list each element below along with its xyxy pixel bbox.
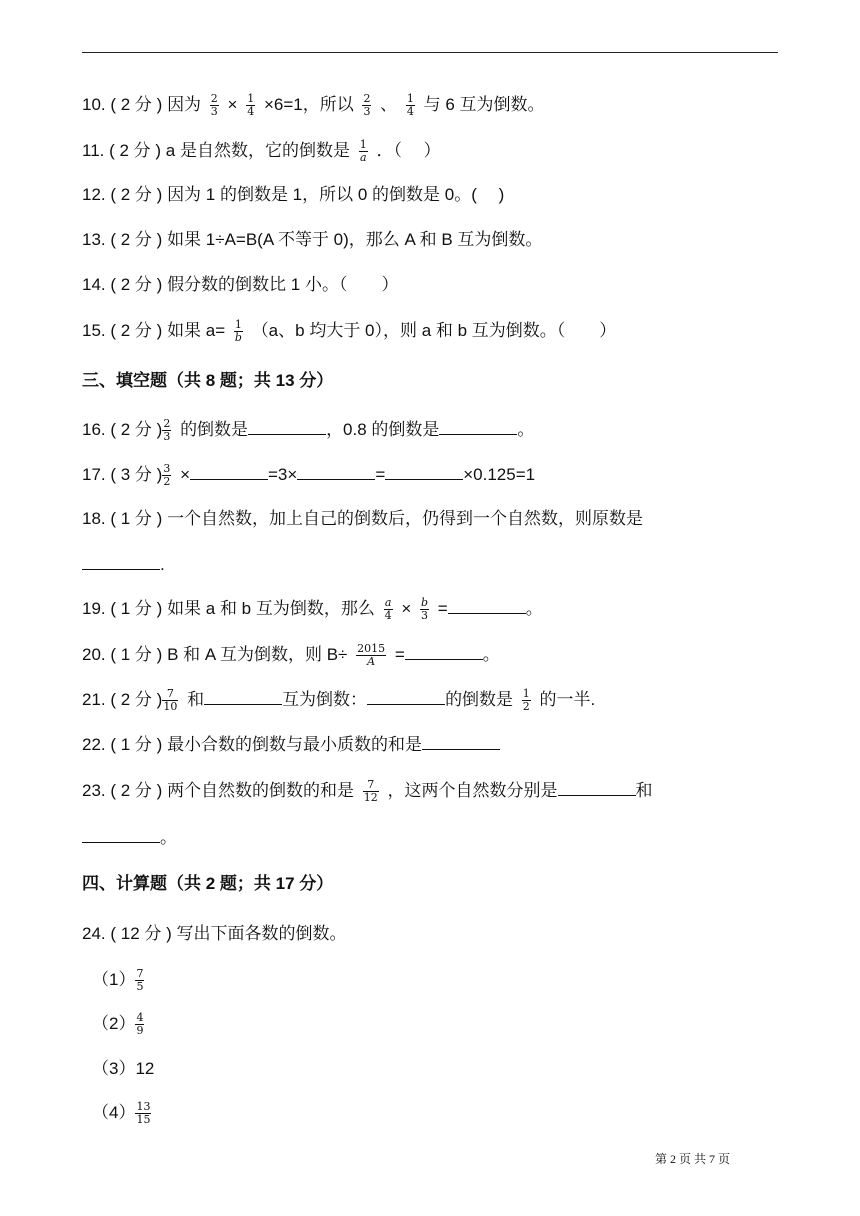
question-text: 最小合数的倒数与最小质数的和是 bbox=[167, 735, 423, 754]
fraction: $\frac{1}{a}$ bbox=[359, 138, 367, 164]
answer-blank[interactable] bbox=[82, 828, 160, 843]
question-23-continuation bbox=[82, 827, 177, 849]
question-23 bbox=[82, 779, 653, 804]
question-score: ( 2 分 ) bbox=[110, 780, 163, 800]
question-number: 19. bbox=[82, 598, 106, 618]
question-text: ，这两个自然数分别是 bbox=[387, 780, 558, 800]
fraction: $\frac{1}{2}$ bbox=[522, 687, 530, 713]
question-10 bbox=[82, 93, 545, 118]
question-text: 互为倒数： bbox=[282, 689, 368, 709]
question-text: 和 bbox=[187, 689, 205, 709]
question-number: 14. bbox=[82, 275, 106, 294]
question-text: × bbox=[180, 464, 190, 484]
fraction: $\frac{7}{10}$ bbox=[163, 687, 178, 713]
answer-blank[interactable] bbox=[439, 420, 517, 435]
question-number: 20. bbox=[82, 644, 106, 664]
question-15 bbox=[82, 319, 616, 344]
question-21 bbox=[82, 688, 595, 713]
question-score: ( 1 分 ) bbox=[110, 644, 163, 664]
question-text: 假分数的倒数比 1 小。（ ） bbox=[167, 275, 399, 294]
question-text: . bbox=[160, 555, 165, 574]
answer-blank[interactable] bbox=[448, 599, 526, 614]
answer-blank[interactable] bbox=[204, 690, 282, 705]
question-text: 如果 1÷A=B(A 不等于 0)，那么 A 和 B 互为倒数。 bbox=[167, 230, 543, 249]
question-number: 17. bbox=[82, 464, 106, 484]
question-text: （a、b 均大于 0），则 a 和 b 互为倒数。（ ） bbox=[251, 320, 617, 340]
question-19 bbox=[82, 597, 543, 622]
question-number: 13. bbox=[82, 230, 106, 249]
question-text: a 是自然数，它的倒数是 bbox=[165, 140, 350, 160]
question-text: ×6=1，所以 bbox=[263, 94, 354, 114]
fraction: $\frac{2}{3}$ bbox=[163, 417, 171, 443]
question-text: 两个自然数的倒数的和是 bbox=[167, 780, 355, 800]
question-score: ( 3 分 ) bbox=[110, 464, 163, 484]
question-text: 的一半. bbox=[539, 689, 596, 709]
question-24 bbox=[82, 923, 347, 945]
fraction: $\frac{1}{4}$ bbox=[406, 92, 414, 118]
question-text: ×0.125=1 bbox=[463, 464, 536, 484]
page-footer: 第 2 页 共 7 页 bbox=[655, 1152, 731, 1166]
fraction: $\frac{7}{12}$ bbox=[363, 778, 378, 804]
question-text: = bbox=[394, 644, 405, 664]
fraction: $\frac{1}{b}$ bbox=[234, 318, 242, 344]
answer-blank[interactable] bbox=[297, 465, 375, 480]
question-text: =3× bbox=[268, 464, 298, 484]
question-18-continuation bbox=[82, 554, 165, 576]
header-rule bbox=[82, 52, 778, 53]
question-text: ．（ ） bbox=[376, 140, 441, 160]
question-score: ( 2 分 ) bbox=[110, 230, 163, 249]
question-text: 的倒数是 bbox=[445, 689, 514, 709]
question-text: × bbox=[227, 94, 238, 114]
question-text: 、 bbox=[380, 94, 398, 114]
question-score: ( 1 分 ) bbox=[110, 735, 163, 754]
sub-question-1 bbox=[92, 968, 148, 993]
question-number: 24. bbox=[82, 924, 106, 943]
question-text: 因为 1 的倒数是 1，所以 0 的倒数是 0。( ) bbox=[167, 185, 505, 204]
question-text: 和 bbox=[635, 780, 653, 800]
sub-question-value: 12 bbox=[135, 1059, 155, 1078]
fraction: $\frac{7}{5}$ bbox=[136, 967, 144, 993]
question-number: 12. bbox=[82, 185, 106, 204]
sub-question-label: （2） bbox=[92, 1013, 136, 1033]
question-score: ( 2 分 ) bbox=[110, 275, 163, 294]
fraction: $\frac{a}{4}$ bbox=[384, 596, 392, 622]
question-text: 与 6 互为倒数。 bbox=[423, 94, 545, 114]
section-heading-fill-in: 三、填空题（共 8 题；共 13 分） bbox=[82, 371, 334, 390]
question-number: 15. bbox=[82, 320, 106, 340]
question-text: 因为 bbox=[167, 94, 202, 114]
question-score: ( 2 分 ) bbox=[110, 689, 163, 709]
question-number: 23. bbox=[82, 780, 106, 800]
question-text: 如果 a= bbox=[167, 320, 226, 340]
question-20 bbox=[82, 643, 500, 668]
answer-blank[interactable] bbox=[385, 465, 463, 480]
question-score: ( 2 分 ) bbox=[109, 140, 162, 160]
answer-blank[interactable] bbox=[190, 465, 268, 480]
answer-blank[interactable] bbox=[422, 735, 500, 750]
fraction: $\frac{2}{3}$ bbox=[210, 92, 218, 118]
question-17 bbox=[82, 463, 535, 488]
question-number: 21. bbox=[82, 689, 106, 709]
question-text: B 和 A 互为倒数，则 B÷ bbox=[167, 644, 348, 664]
fraction: $\frac{2015}{A}$ bbox=[357, 642, 386, 668]
section-heading-calculation: 四、计算题（共 2 题；共 17 分） bbox=[82, 874, 334, 893]
sub-question-3 bbox=[92, 1058, 154, 1080]
question-22 bbox=[82, 734, 500, 756]
question-number: 10. bbox=[82, 94, 106, 114]
fraction: $\frac{13}{15}$ bbox=[136, 1100, 151, 1126]
answer-blank[interactable] bbox=[405, 645, 483, 660]
question-11 bbox=[82, 139, 441, 164]
question-12 bbox=[82, 184, 504, 206]
question-text: 。 bbox=[482, 644, 500, 664]
question-number: 16. bbox=[82, 419, 106, 439]
question-text: = bbox=[375, 464, 386, 484]
sub-question-label: （4） bbox=[92, 1102, 136, 1122]
question-text: ，0.8 的倒数是 bbox=[326, 419, 440, 439]
answer-blank[interactable] bbox=[82, 555, 160, 570]
question-13 bbox=[82, 229, 542, 251]
answer-blank[interactable] bbox=[558, 781, 636, 796]
question-score: ( 2 分 ) bbox=[110, 94, 163, 114]
question-text: 。 bbox=[525, 598, 543, 618]
question-text: = bbox=[437, 598, 448, 618]
fraction: $\frac{1}{4}$ bbox=[247, 92, 255, 118]
question-text: 。 bbox=[160, 828, 177, 847]
sub-question-2 bbox=[92, 1012, 148, 1037]
fraction: $\frac{4}{9}$ bbox=[136, 1011, 144, 1037]
question-score: ( 2 分 ) bbox=[110, 419, 163, 439]
question-number: 22. bbox=[82, 735, 106, 754]
question-text: 。 bbox=[517, 419, 535, 439]
question-text: 一个自然数，加上自己的倒数后，仍得到一个自然数，则原数是 bbox=[167, 509, 644, 528]
fraction: $\frac{2}{3}$ bbox=[363, 92, 371, 118]
question-score: ( 2 分 ) bbox=[110, 320, 163, 340]
question-score: ( 1 分 ) bbox=[110, 509, 163, 528]
sub-question-4 bbox=[92, 1101, 155, 1126]
question-score: ( 2 分 ) bbox=[110, 185, 163, 204]
question-number: 11. bbox=[82, 140, 105, 160]
sub-question-label: （1） bbox=[92, 969, 136, 989]
question-score: ( 1 分 ) bbox=[110, 598, 163, 618]
sub-question-label: （3） bbox=[92, 1059, 136, 1078]
question-text: 如果 a 和 b 互为倒数，那么 bbox=[167, 598, 375, 618]
question-text: 写出下面各数的倒数。 bbox=[176, 924, 347, 943]
answer-blank[interactable] bbox=[367, 690, 445, 705]
question-18 bbox=[82, 508, 643, 530]
question-text: × bbox=[401, 598, 412, 618]
answer-blank[interactable] bbox=[248, 420, 326, 435]
question-16 bbox=[82, 418, 534, 443]
fraction: $\frac{3}{2}$ bbox=[163, 462, 171, 488]
question-14 bbox=[82, 274, 398, 296]
question-text: 的倒数是 bbox=[180, 419, 249, 439]
question-score: ( 12 分 ) bbox=[110, 924, 172, 943]
fraction: $\frac{b}{3}$ bbox=[421, 596, 429, 622]
question-number: 18. bbox=[82, 509, 106, 528]
